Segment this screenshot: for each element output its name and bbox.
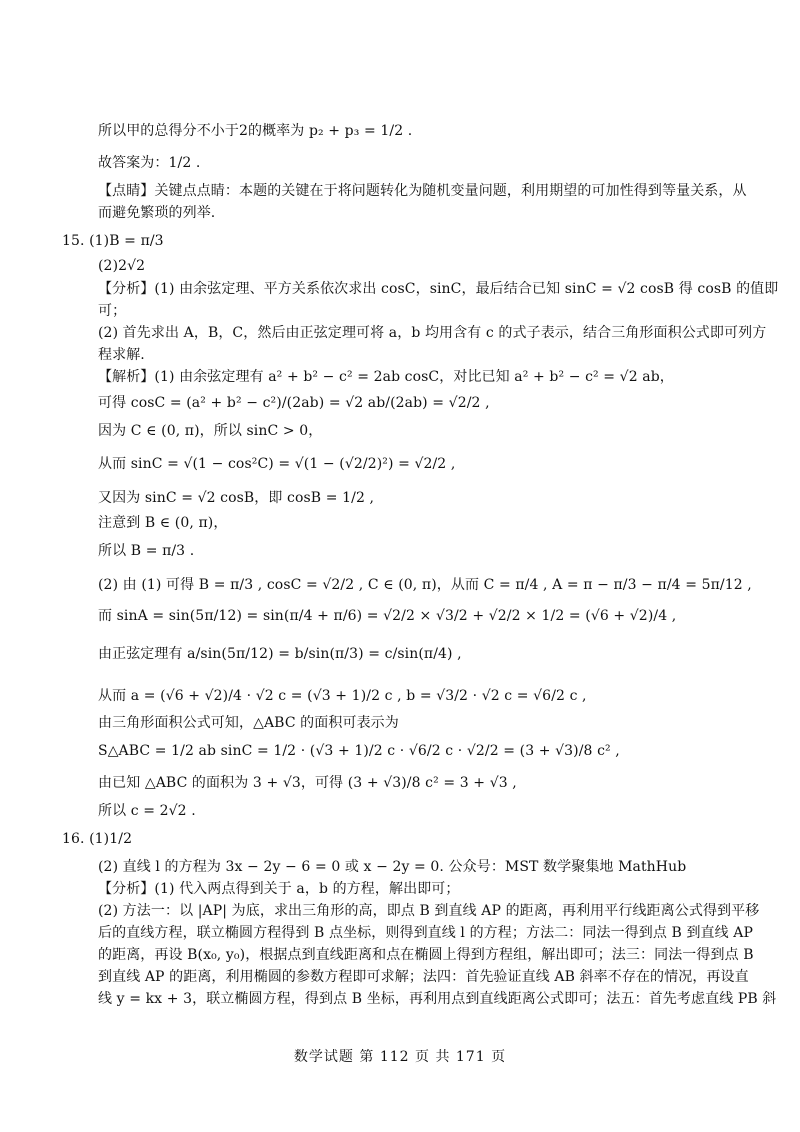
- text-line: 由已知 △ABC 的面积为 3 + √3，可得 (3 + √3)/8 c² = 3 + √3 ,: [98, 775, 517, 791]
- text-line: 而避免繁琐的列举.: [98, 205, 216, 221]
- text-line: 16. (1)1/2: [62, 831, 133, 847]
- text-line: 后的直线方程，联立椭圆方程得到 B 点坐标，则得到直线 l 的方程；方法二：同法一得到点 B 到直线 AP: [98, 925, 754, 941]
- text-line: (2)2√2: [98, 258, 146, 274]
- text-line: 又因为 sinC = √2 cosB，即 cosB = 1/2 ,: [98, 490, 375, 506]
- text-line: 的距离，再设 B(x₀, y₀)，根据点到直线距离和点在椭圆上得到方程组，解出即可；法三：同法一得到点 B: [98, 947, 754, 963]
- text-line: 因为 C ∈ (0, π)，所以 sinC > 0，: [98, 423, 323, 439]
- text-line: 故答案为：1/2 .: [98, 155, 201, 171]
- text-line: 从而 a = (√6 + √2)/4 · √2 c = (√3 + 1)/2 c , b = √3/2 · √2 c = √6/2 c ,: [98, 688, 587, 704]
- text-line: (2) 方法一：以 |AP| 为底，求出三角形的高，即点 B 到直线 AP 的距离，再利用平行线距离公式得到平移: [98, 903, 760, 919]
- text-line: 15. (1)B = π/3: [62, 233, 164, 249]
- text-line: (2) 由 (1) 可得 B = π/3 , cosC = √2/2 , C ∈ (0, π)，从而 C = π/4 , A = π − π/3 − π/4 = 5π/12 ,: [98, 577, 752, 593]
- text-line: 可；: [98, 303, 127, 319]
- text-line: 注意到 B ∈ (0, π)，: [98, 515, 228, 531]
- text-line: 【点睛】关键点点睛：本题的关键在于将问题转化为随机变量问题，利用期望的可加性得到等量关系，从: [98, 183, 747, 199]
- text-line: 所以 c = 2√2 .: [98, 803, 196, 819]
- text-line: 所以 B = π/3 .: [98, 543, 195, 559]
- text-line: (2) 首先求出 A，B，C，然后由正弦定理可将 a，b 均用含有 c 的式子表示，结合三角形面积公式即可列方: [98, 325, 767, 341]
- text-line: 由正弦定理有 a/sin(5π/12) = b/sin(π/3) = c/sin(π/4) ,: [98, 646, 462, 662]
- text-line: 而 sinA = sin(5π/12) = sin(π/4 + π/6) = √2/2 × √3/2 + √2/2 × 1/2 = (√6 + √2)/4 ,: [98, 608, 677, 624]
- text-line: S△ABC = 1/2 ab sinC = 1/2 · (√3 + 1)/2 c · √6/2 c · √2/2 = (3 + √3)/8 c² ,: [98, 743, 620, 759]
- text-line: 【分析】(1) 代入两点得到关于 a，b 的方程，解出即可；: [98, 881, 460, 897]
- text-line: 到直线 AP 的距离，利用椭圆的参数方程即可求解；法四：首先验证直线 AB 斜率不存在的情况，再设直: [98, 969, 749, 985]
- text-line: 【解析】(1) 由余弦定理有 a² + b² − c² = 2ab cosC，对比已知 a² + b² − c² = √2 ab，: [98, 369, 674, 385]
- text-line: 【分析】(1) 由余弦定理、平方关系依次求出 cosC，sinC，最后结合已知 sinC = √2 cosB 得 cosB 的值即: [98, 281, 779, 297]
- text-line: 从而 sinC = √(1 − cos²C) = √(1 − (√2/2)²) = √2/2 ,: [98, 456, 456, 472]
- text-line: 程求解.: [98, 347, 145, 363]
- text-line: 由三角形面积公式可知，△ABC 的面积可表示为: [98, 715, 399, 731]
- text-line: 所以甲的总得分不小于2的概率为 p₂ + p₃ = 1/2 .: [98, 123, 413, 139]
- text-line: 线 y = kx + 3，联立椭圆方程，得到点 B 坐标，再利用点到直线距离公式即可；法五：首先考虑直线 PB 斜: [98, 991, 777, 1007]
- text-line: (2) 直线 l 的方程为 3x − 2y − 6 = 0 或 x − 2y = 0. 公众号：MST 数学聚集地 MathHub: [98, 859, 687, 875]
- page-footer: 数学试题 第 112 页 共 171 页: [293, 1049, 507, 1065]
- text-line: 可得 cosC = (a² + b² − c²)/(2ab) = √2 ab/(2ab) = √2/2 ,: [98, 395, 490, 411]
